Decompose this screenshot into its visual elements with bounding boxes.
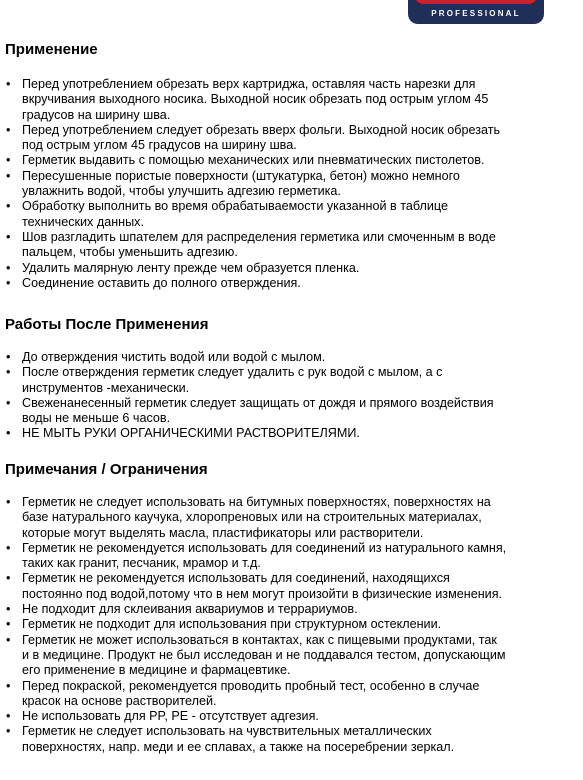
list-item: • Герметик не следует использовать на чувствительных металлических поверхностях, напр. меди и ее сплавах, а также на посеребрении зеркал. xyxy=(0,724,562,755)
list-item: • Удалить малярную ленту прежде чем образуется пленка. xyxy=(0,261,562,276)
section-title-after-application: Работы После Применения xyxy=(5,316,209,333)
list-item: • Пересушенные пористые поверхности (штукатурка, бетон) можно немного увлажнить водой, чтобы улучшить адгезию герметика. xyxy=(0,169,562,200)
list-item: • Герметик не рекомендуется использовать для соединений из натурального камня, таких как гранит, песчаник, мрамор и т.д. xyxy=(0,541,562,572)
list-item: • Герметик не рекомендуется использовать для соединений, находящихся постоянно под водой,потому что в нем могут произойти в физические изменения. xyxy=(0,571,562,602)
list-item: • Не использовать для PP, PE - отсутствует адгезия. xyxy=(0,709,562,724)
list-item: • Не подходит для склеивания аквариумов и террариумов. xyxy=(0,602,562,617)
brand-logo xyxy=(408,0,544,24)
after-application-list xyxy=(0,350,562,442)
list-item: • После отверждения герметик следует удалить с рук водой с мылом, а с инструментов -механически. xyxy=(0,365,562,396)
section-title-application: Применение xyxy=(5,41,98,58)
logo-text: PROFESSIONAL xyxy=(431,9,521,18)
list-item: • Перед употреблением обрезать верх картриджа, оставляя часть нарезки для вкручивания выходного носика. Выходной носик обрезать под острым углом 45 градусов на ширину шва. xyxy=(0,77,562,123)
list-item: • Соединение оставить до полного отверждения. xyxy=(0,276,562,291)
application-list xyxy=(0,77,562,291)
logo-red-band xyxy=(414,0,538,4)
list-item: • Шов разгладить шпателем для распределения герметика или смоченным в воде пальцем, чтобы уменьшить адгезию. xyxy=(0,230,562,261)
list-item: • Перед употреблением следует обрезать вверх фольги. Выходной носик обрезать под острым углом 45 градусов на ширину шва. xyxy=(0,123,562,154)
list-item: • НЕ МЫТЬ РУКИ ОРГАНИЧЕСКИМИ РАСТВОРИТЕЛЯМИ. xyxy=(0,426,562,441)
list-item: • Герметик не подходит для использования при структурном остеклении. xyxy=(0,617,562,632)
section-title-limitations: Примечания / Ограничения xyxy=(5,461,208,478)
list-item: • До отверждения чистить водой или водой с мылом. xyxy=(0,350,562,365)
list-item: • Обработку выполнить во время обрабатываемости указанной в таблице технических данных. xyxy=(0,199,562,230)
list-item: • Перед покраской, рекомендуется проводить пробный тест, особенно в случае красок на основе растворителей. xyxy=(0,679,562,710)
limitations-list xyxy=(0,495,562,755)
list-item: • Свеженанесенный герметик следует защищать от дождя и прямого воздействия воды не меньше 6 часов. xyxy=(0,396,562,427)
list-item: • Герметик выдавить с помощью механических или пневматических пистолетов. xyxy=(0,153,562,168)
list-item: • Герметик не может использоваться в контактах, как с пищевыми продуктами, так и в медицине. Продукт не был исследован и не поддавался тестом, допускающим его применение в медицине и фармацевтике. xyxy=(0,633,562,679)
list-item: • Герметик не следует использовать на битумных поверхностях, поверхностях на базе натурального каучука, хлоропреновых или на строительных материалах, которые могут выделять масла, пластификаторы или растворители. xyxy=(0,495,562,541)
